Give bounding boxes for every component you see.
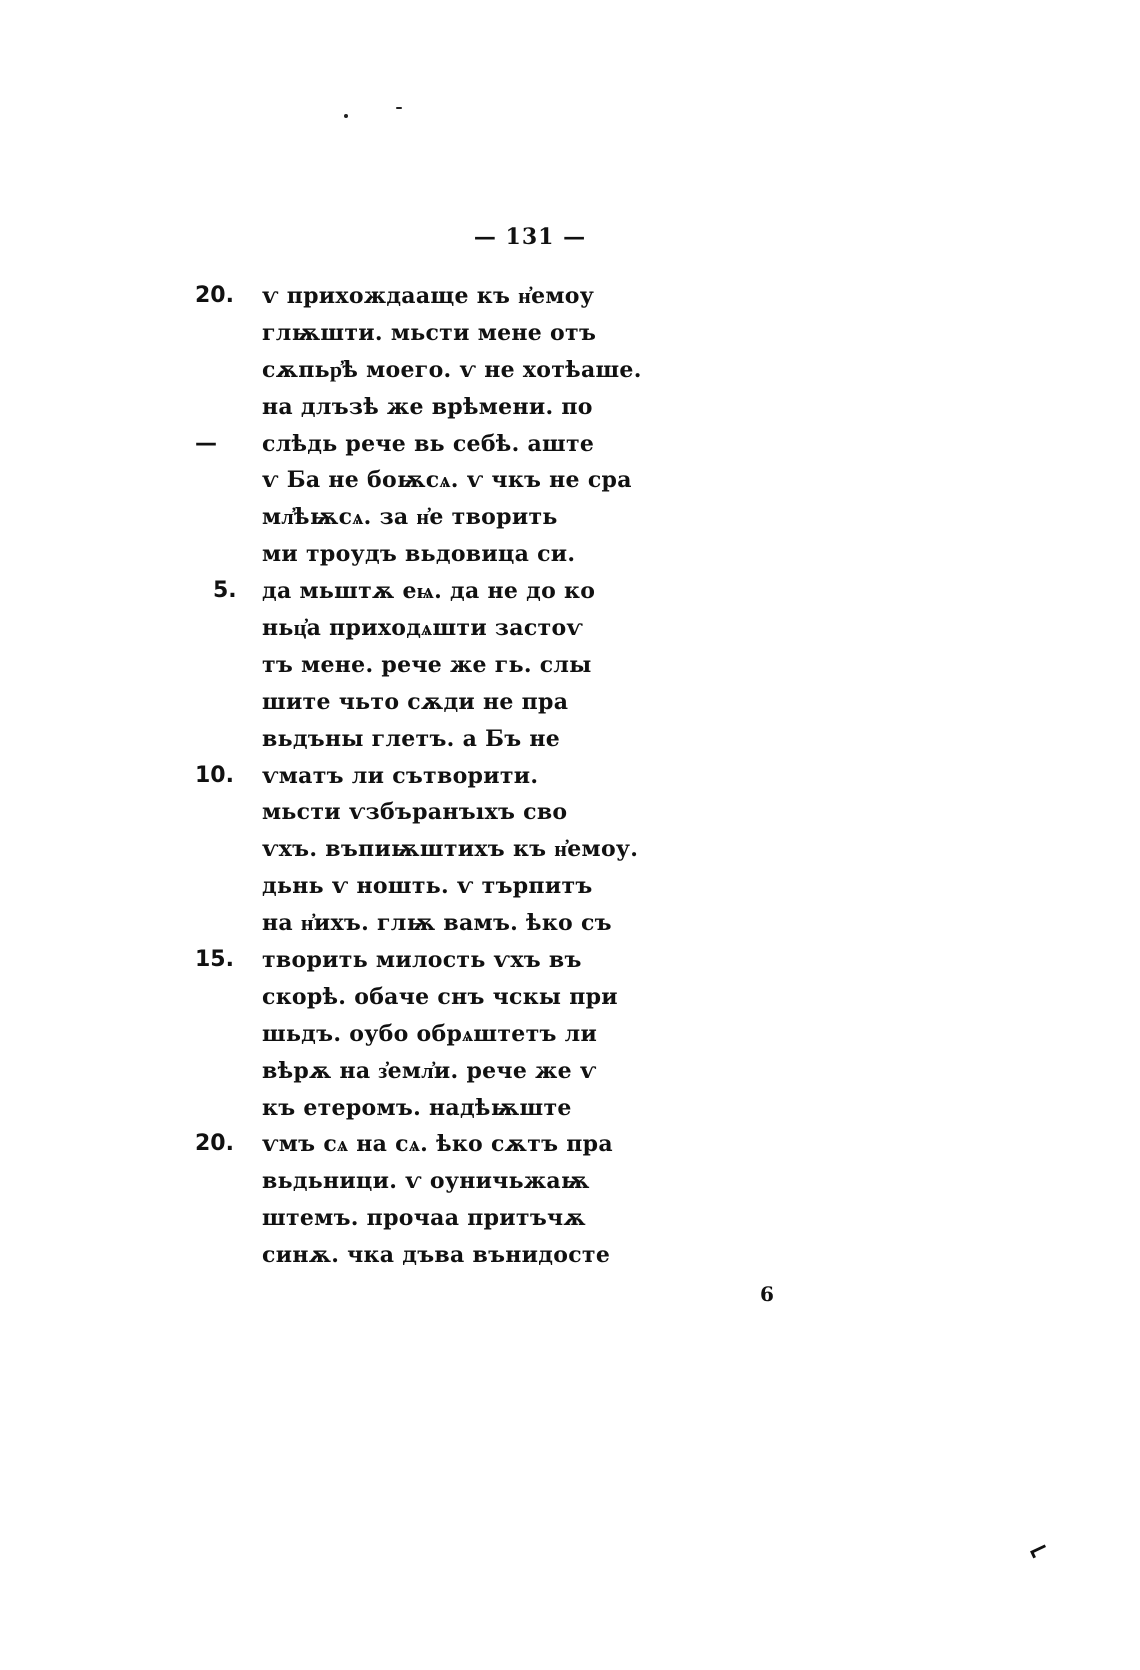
line-text: ѵ Ба не боѭсѧ. ѵ чкъ не сра [262,467,632,494]
text-line [0,942,1140,979]
text-line [0,462,1140,499]
line-text: ѵхъ. въпиѭштихъ къ н҆емоу. [262,836,639,863]
line-text: скорѣ. обаче снъ чскы при [262,983,618,1010]
text-line [0,499,1140,536]
line-text: мл҆ѣѭсѧ. за н҆е творить [262,504,558,531]
line-text: ньц҆а приходѧшти застоѵ [262,615,584,642]
text-line [0,721,1140,758]
page-number: — 131 — [473,224,587,250]
line-text: синѫ. чка дъва вънидосте [262,1242,611,1269]
line-text: штемъ. прочаа притъчѫ [262,1205,586,1232]
text-line [0,536,1140,573]
line-text: творить милость ѵхъ въ [262,947,582,974]
text-line [0,278,1140,315]
line-text: мьсти ѵзбъранъıхъ сво [262,799,568,826]
text-line [0,389,1140,426]
line-text: ми троудъ вьдовица си. [262,541,576,568]
text-line [0,1126,1140,1163]
scan-speck [396,107,402,109]
text-line [0,315,1140,352]
text-line [0,352,1140,389]
text-line [0,905,1140,942]
text-line [0,1163,1140,1200]
text-line [0,1090,1140,1127]
scan-speck [344,114,348,118]
text-line [0,758,1140,795]
line-text: шьдъ. оубо обрѧштетъ ли [262,1020,598,1047]
text-line [0,573,1140,610]
text-line [0,979,1140,1016]
text-line [0,1200,1140,1237]
verse-number: 20. [195,283,234,308]
verse-number: 5. [213,578,237,604]
line-text: вьдьници. ѵ оуничьжаѭ [262,1168,590,1195]
text-line [0,868,1140,905]
line-text: сѫпьр҆ѣ моего. ѵ не хотѣаше. [262,356,642,383]
text-line [0,1053,1140,1090]
line-text: да мьштѫ еѩ. да не до ко [262,578,596,605]
line-text: вьдъны глетъ. а Бъ не [262,725,561,752]
text-line [0,647,1140,684]
text-line [0,684,1140,721]
line-text: на длъзѣ же врѣмени. по [262,393,593,420]
line-text: тъ мене. рече же гь. слы [262,651,592,678]
line-text: шите чьто сѫди не пра [262,688,569,715]
text-line [0,1016,1140,1053]
line-text: ѵматъ ли сътворити. [262,762,539,789]
verse-number: 10. [195,762,234,788]
printer-signature-mark: 6 [760,1282,774,1306]
section-dash: — [195,430,217,456]
text-line [0,610,1140,647]
corner-pen-mark: ⌐ [1022,1532,1056,1570]
text-line [0,1237,1140,1274]
line-text: дьнь ѵ ношть. ѵ търпитъ [262,873,593,900]
text-line [0,831,1140,868]
text-line [0,426,1140,463]
verse-number: 20. [195,1131,234,1157]
line-text: ѵмъ сѧ на сѧ. ѣко сѫтъ пра [262,1131,613,1158]
text-block [0,278,1140,1274]
line-text: къ етеромъ. надѣѭште [262,1094,572,1121]
verse-number: 15. [195,947,234,973]
line-text: на н҆ихъ. глѭ вамъ. ѣко съ [262,910,612,937]
text-line [0,794,1140,831]
line-text: ѵ прихождааще къ н҆емоу [262,283,595,309]
line-text: глѭшти. мьсти мене отъ [262,319,597,346]
line-text: слѣдь рече вь себѣ. аште [262,430,595,457]
line-text: вѣрѫ на з҆емл҆и. рече же ѵ [262,1057,597,1084]
